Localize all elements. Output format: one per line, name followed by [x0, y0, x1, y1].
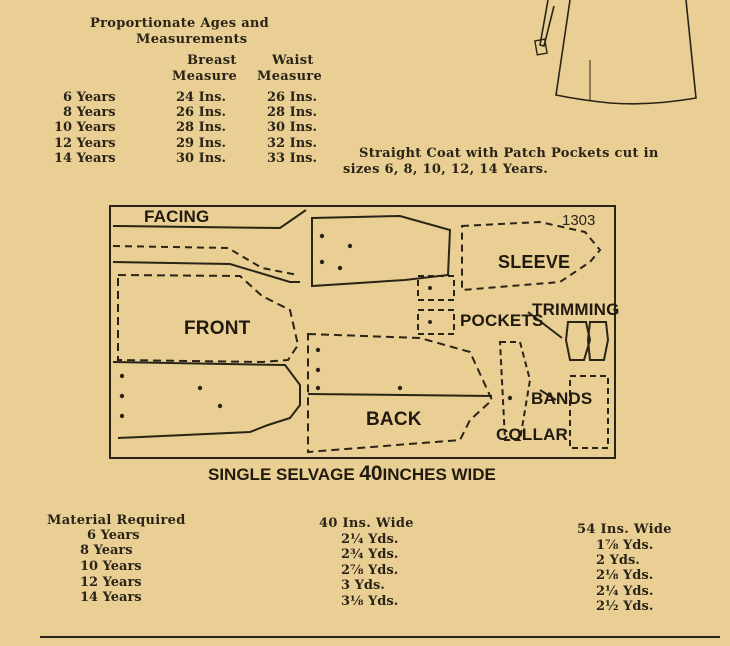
measurements-title-line2: Measurements: [136, 32, 248, 47]
waist-header-line1: Waist: [272, 53, 314, 68]
measurement-breast: 29 Ins.: [176, 136, 226, 151]
measurement-age: 6 Years: [63, 90, 116, 105]
caption-single-selvage: SINGLE SELVAGE: [208, 465, 355, 484]
waist-header-line2: Measure: [257, 69, 323, 84]
caption-inches-wide: INCHES WIDE: [382, 465, 496, 484]
piece-label-front: FRONT: [184, 318, 251, 339]
material-54-yards: 1⅞ Yds.: [596, 538, 654, 553]
material-40-yards: 3⅛ Yds.: [341, 594, 399, 609]
material-54-yards: 2⅛ Yds.: [596, 568, 654, 583]
measurement-age: 8 Years: [63, 105, 116, 120]
description-line1: Straight Coat with Patch Pockets cut in: [359, 146, 659, 161]
measurement-breast: 28 Ins.: [176, 120, 226, 135]
material-title: Material Required: [47, 513, 186, 528]
measurement-waist: 33 Ins.: [267, 151, 317, 166]
material-54-yards: 2 Yds.: [596, 553, 640, 568]
caption-width-number: 40: [359, 462, 383, 485]
material-40-yards: 3 Yds.: [341, 578, 385, 593]
material-col40-header: 40 Ins. Wide: [319, 516, 414, 531]
bottom-rule: [40, 636, 720, 638]
piece-label-sleeve: SLEEVE: [498, 252, 571, 272]
material-age: 8 Years: [80, 543, 133, 558]
piece-label-facing: FACING: [144, 207, 210, 226]
material-40-yards: 2¼ Yds.: [341, 532, 399, 547]
measurement-waist: 26 Ins.: [267, 90, 317, 105]
piece-label-trimming: TRIMMING: [532, 300, 620, 319]
measurements-title-line1: Proportionate Ages and: [90, 16, 270, 31]
breast-header-line1: Breast: [187, 53, 237, 68]
measurement-age: 12 Years: [54, 136, 116, 151]
material-age: 14 Years: [80, 590, 142, 605]
material-40-yards: 2¾ Yds.: [341, 547, 399, 562]
piece-label-collar: COLLAR: [496, 425, 569, 444]
material-54-yards: 2½ Yds.: [596, 599, 654, 614]
material-40-yards: 2⅞ Yds.: [341, 563, 399, 578]
breast-header-line2: Measure: [172, 69, 238, 84]
piece-label-bands: BANDS: [531, 389, 593, 408]
material-54-yards: 2¼ Yds.: [596, 584, 654, 599]
material-age: 12 Years: [80, 575, 142, 590]
piece-label-pockets: POCKETS: [460, 311, 544, 330]
material-age: 10 Years: [80, 559, 142, 574]
material-col54-header: 54 Ins. Wide: [577, 522, 672, 537]
measurement-age: 10 Years: [54, 120, 116, 135]
measurement-breast: 26 Ins.: [176, 105, 226, 120]
measurement-waist: 30 Ins.: [267, 120, 317, 135]
measurement-waist: 32 Ins.: [267, 136, 317, 151]
material-age: 6 Years: [87, 528, 140, 543]
pattern-number: 1303: [562, 212, 596, 229]
measurement-waist: 28 Ins.: [267, 105, 317, 120]
layout-caption: [208, 462, 496, 486]
description-line2: sizes 6, 8, 10, 12, 14 Years.: [343, 162, 549, 177]
measurement-breast: 24 Ins.: [176, 90, 226, 105]
measurement-breast: 30 Ins.: [176, 151, 226, 166]
measurement-age: 14 Years: [54, 151, 116, 166]
piece-label-back: BACK: [366, 409, 422, 430]
